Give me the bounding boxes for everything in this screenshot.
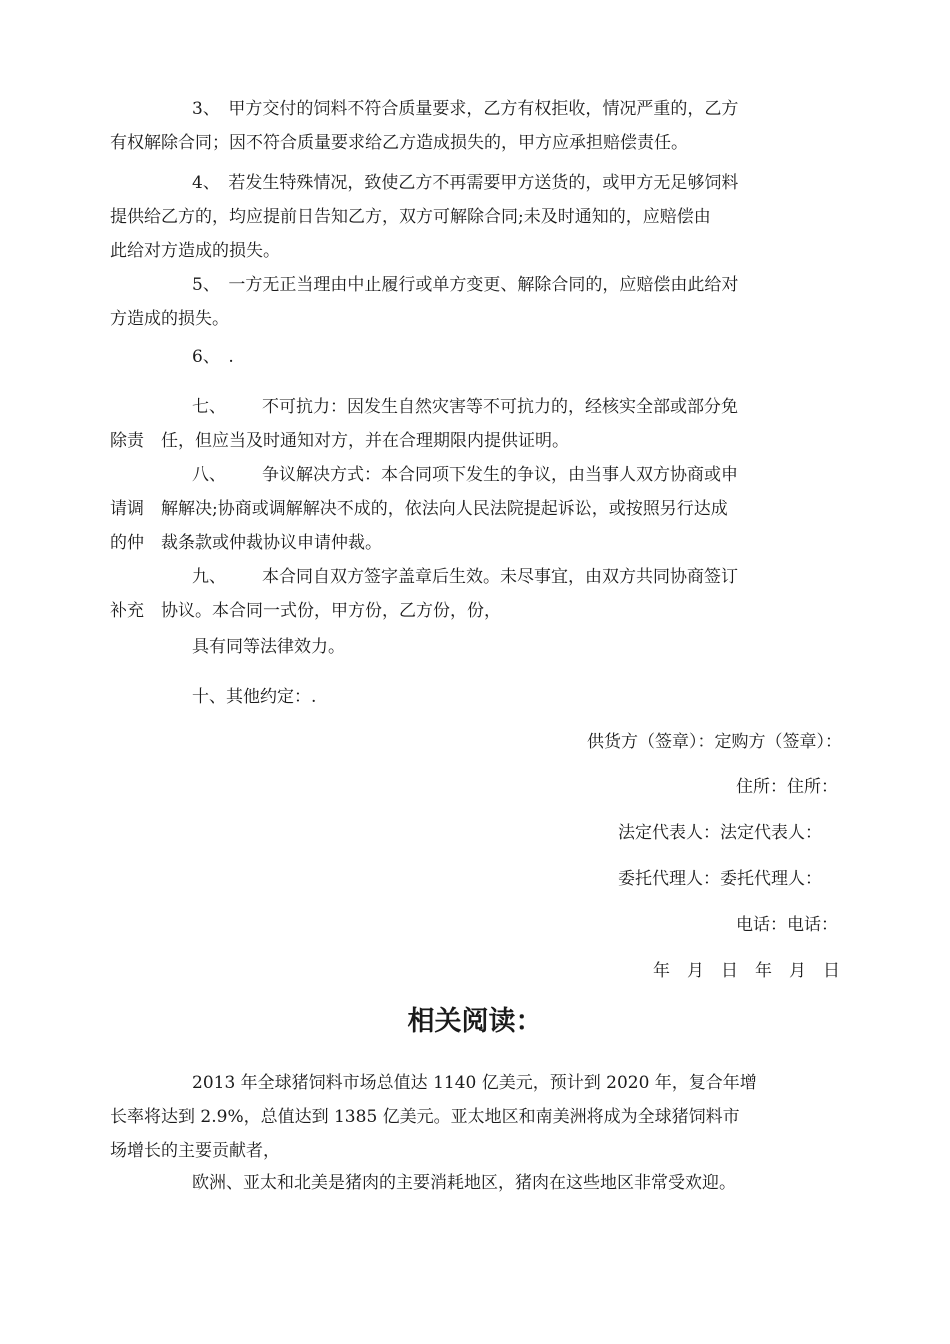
clause-10 — [110, 680, 842, 714]
clause-10-line-1: 十、其他约定：. — [192, 687, 317, 707]
clause-9-continuation — [110, 630, 842, 664]
related-p1-line-2: 长率将达到 2.9%，总值达到 1385 亿美元。亚太地区和南美洲将成为全球猪饲料市 — [110, 1107, 740, 1127]
clause-9-line-3: 具有同等法律效力。 — [192, 637, 345, 657]
clause-7-line-1 — [110, 390, 842, 424]
clause-9-number: 九、 — [192, 567, 226, 587]
clause-8 — [110, 458, 842, 560]
clause-4-line-2: 提供给乙方的，均应提前日告知乙方，双方可解除合同;未及时通知的，应赔偿由 — [110, 207, 711, 227]
clause-9-text: 本合同自双方签字盖章后生效。未尽事宜，由双方共同协商签订 — [262, 567, 738, 587]
clause-8-number: 八、 — [192, 465, 226, 485]
related-paragraph-2 — [110, 1166, 842, 1200]
clause-6-line-1: 6、 . — [192, 347, 234, 367]
related-reading-heading: 相关阅读： — [407, 1006, 543, 1037]
related-p2-line-1: 欧洲、亚太和北美是猪肉的主要消耗地区，猪肉在这些地区非常受欢迎。 — [192, 1173, 736, 1193]
clause-9 — [110, 560, 842, 628]
signature-legal-representative: 法定代表人：法定代表人： — [618, 823, 822, 843]
clause-5 — [110, 268, 842, 336]
clause-3 — [110, 92, 842, 160]
clause-4 — [110, 166, 842, 268]
signature-address: 住所：住所： — [736, 777, 838, 797]
clause-7-number: 七、 — [192, 397, 226, 417]
clause-3-line-1: 3、 甲方交付的饲料不符合质量要求，乙方有权拒收，情况严重的，乙方 — [192, 99, 739, 119]
clause-9-line-2: 补充 协议。本合同一式份，甲方份，乙方份，份， — [110, 601, 501, 621]
clause-5-line-2: 方造成的损失。 — [110, 309, 229, 329]
clause-7-text: 不可抗力：因发生自然灾害等不可抗力的，经核实全部或部分免 — [262, 397, 738, 417]
clause-4-line-1: 4、 若发生特殊情况，致使乙方不再需要甲方送货的，或甲方无足够饲料 — [192, 173, 739, 193]
clause-9-line-1 — [110, 560, 842, 594]
signature-agent: 委托代理人：委托代理人： — [618, 869, 822, 889]
clause-5-line-1: 5、 一方无正当理由中止履行或单方变更、解除合同的，应赔偿由此给对 — [192, 275, 739, 295]
clause-8-line-3: 的仲 裁条款或仲裁协议申请仲裁。 — [110, 533, 382, 553]
clause-3-line-2: 有权解除合同；因不符合质量要求给乙方造成损失的，甲方应承担赔偿责任。 — [110, 133, 688, 153]
clause-8-line-1 — [110, 458, 842, 492]
clause-7 — [110, 390, 842, 458]
signature-date: 年 月 日 年 月 日 — [653, 961, 840, 981]
clause-4-line-3: 此给对方造成的损失。 — [110, 241, 280, 261]
clause-8-line-2: 请调 解解决;协商或调解解决不成的，依法向人民法院提起诉讼，或按照另行达成 — [110, 499, 728, 519]
clause-6 — [110, 340, 842, 374]
signature-parties: 供货方（签章）：定购方（签章）： — [587, 732, 842, 752]
clause-7-line-2: 除责 任，但应当及时通知对方，并在合理期限内提供证明。 — [110, 431, 569, 451]
related-p1-line-3: 场增长的主要贡献者， — [110, 1141, 280, 1161]
signature-phone: 电话：电话： — [736, 915, 838, 935]
clause-8-text: 争议解决方式：本合同项下发生的争议，由当事人双方协商或申 — [262, 465, 738, 485]
related-p1-line-1: 2013 年全球猪饲料市场总值达 1140 亿美元，预计到 2020 年，复合年增 — [192, 1073, 757, 1093]
related-paragraph-1 — [110, 1066, 842, 1168]
